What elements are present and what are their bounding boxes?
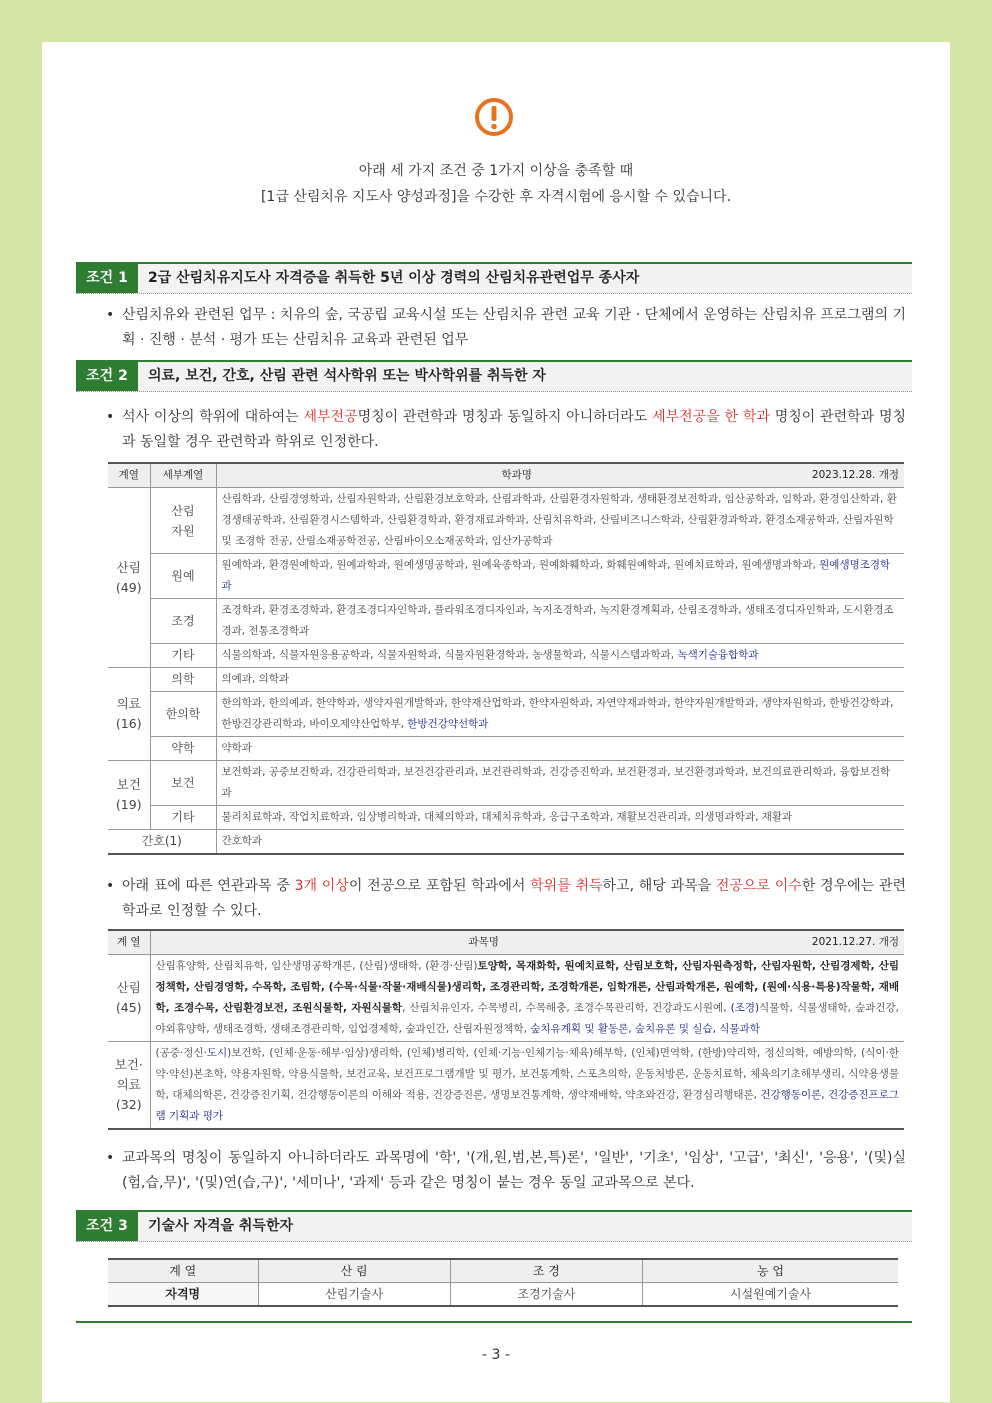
group-label: 산림 <box>116 980 141 995</box>
subgroup-health-etc: 기타 <box>150 806 216 830</box>
text-run: 식물학, 식물생태학, 숲과건강, 야외휴양학, 생태조경학, 생태조경관리학, 임업경제학, 숲과인간, 산림자원정책학, <box>155 1002 899 1035</box>
highlight-text: 3개 이상 <box>294 878 349 894</box>
highlight-text: 전공으로 이수 <box>715 878 802 894</box>
subgroup-forest-etc: 기타 <box>150 644 216 668</box>
text-run: 하고, 해당 과목을 <box>602 878 716 894</box>
condition-2-bullet-3-text: 교과목의 명칭이 동일하지 아니하더라도 과목명에 '학', '(개,원,범,본,특)론', '일반', '기초', '임상', '고급', '최신', '응용', '(및)실(험,습,무)', '(및)연(습,구)', '세미나', '과제' 등과 같은 명칭이 붙는 경우 동일 교과목으로 본다. <box>122 1150 906 1191</box>
col-header-subject-label: 과목명 <box>468 936 499 948</box>
group-count: (45) <box>115 1000 142 1015</box>
group-count: (19) <box>115 797 142 812</box>
highlight-text: 학위를 취득 <box>530 878 603 894</box>
departments-forest-etc <box>216 644 904 668</box>
departments-forest-resources: 산림학과, 산림경영학과, 산림자원학과, 산림환경보호학과, 산림과학과, 산림환경자원학과, 생태환경보전학과, 임산공학과, 임학과, 환경임산학과, 환경생태공학과, 산림환경시스템학과, 산림환경학과, 환경재료과학과, 산림치유학과, 산림비즈니스학과, 산림환경과학과, 환경소재공학과, 산림자원학 및 조경학 전공, 산림소재공학전공, 산림바이오소재공학과, 임산가공학과 <box>216 488 904 554</box>
text-run: )보건학, (인체·운동·해부·임상)생리학, (인체)병리학, (인체·기능·인체기능·체육)해부학, (인체)면역학, (한방)약리학, 정신의학, 예방의학, (식이·한약·약선)본초학, 약용자원학, 약용식물학, 보건교육, 보건프로그램개발 및 평가, 보건통계학, 스포츠의학, 운동처방론, 운동치료학, 체육의기초해부생리, 식약용생물학, 대체의학론, 건강증진기획, 건강행동이론의 이해와 적용, 건강증진론, 생명보건통계학, 생약재배학, 약초와건강, 환경심리행태론, <box>155 1047 899 1101</box>
condition-3-header <box>76 1210 912 1242</box>
departments-pharmacy: 약학과 <box>216 737 904 761</box>
col-header-department <box>216 463 904 488</box>
subgroup-horticulture: 원예 <box>150 554 216 599</box>
condition-1-title: 2급 산림치유지도사 자격증을 취득한 5년 이상 경력의 산림치유관련업무 종사자 <box>148 270 640 286</box>
departments-medicine: 의예과, 의학과 <box>216 668 904 692</box>
group-forest <box>108 488 150 668</box>
new-subject: (조경) <box>730 1002 760 1014</box>
group-label: 보건 <box>116 777 141 792</box>
departments-horticulture <box>216 554 904 599</box>
intro-line-1: 아래 세 가지 조건 중 1가지 이상을 충족할 때 <box>358 163 634 179</box>
col-header-subgroup: 세부계열 <box>150 463 216 488</box>
col-header-landscape: 조 경 <box>450 1259 642 1283</box>
engineer-qualification-table <box>108 1258 898 1307</box>
departments-landscape: 조경학과, 환경조경학과, 환경조경디자인학과, 플라워조경디자인과, 녹지조경학과, 녹지환경계획과, 산림조경학과, 생태조경디자인학과, 도시환경조경과, 전통조경학과 <box>216 599 904 644</box>
departments-nursing: 간호학과 <box>216 830 904 855</box>
condition-2-title: 의료, 보건, 간호, 산림 관련 석사학위 또는 박사학위를 취득한 자 <box>148 368 546 384</box>
page-number: - 3 - <box>482 1347 510 1363</box>
text-run: 한의학과, 한의예과, 한약학과, 생약자원개발학과, 한약재산업학과, 한약자원학과, 자연약재과학과, 한약자원개발학과, 생약자원학과, 한방건강학과, 한방건강관리학과, 바이오제약산업학부, <box>221 697 894 730</box>
condition-1-header <box>76 262 912 294</box>
text-run: 한 경우에는 관련학과로 인정할 수 있다. <box>122 878 907 919</box>
group-count: (49) <box>115 579 142 595</box>
exclamation-circle-icon <box>474 97 514 137</box>
text-run: 석사 이상의 학위에 대하여는 <box>122 409 304 425</box>
revision-date: 2023.12.28. 개정 <box>811 469 899 481</box>
new-department: 녹색기술융합학과 <box>677 649 759 661</box>
group-medical <box>108 668 150 761</box>
group-count: (16) <box>115 716 142 731</box>
departments-health-etc: 물리치료학과, 작업치료학과, 임상병리학과, 대체의학과, 대체치유학과, 응급구조학과, 재활보건관리과, 의생명과학과, 재활과 <box>216 806 904 830</box>
departments-health: 보건학과, 공중보건학과, 건강관리학과, 보건건강관리과, 보건관리학과, 건강증진학과, 보건환경과, 보건환경과학과, 보건의료관리학과, 융합보건학과 <box>216 761 904 806</box>
subjects-health-medical <box>150 1042 904 1130</box>
condition-2-bullet-3: • 교과목의 명칭이 동일하지 아니하더라도 과목명에 '학', '(개,원,범,본,특)론', '일반', '기초', '임상', '고급', '최신', '응용', '(및)실(험,습,무)', '(및)연(습,구)', '세미나', '과제' 등과 같은 명칭이 붙는 경우 동일 교과목으로 본다. <box>106 1146 906 1196</box>
footer-divider <box>76 1321 912 1323</box>
group-label: 의료 <box>116 696 141 711</box>
text-run: , 산림치유인자, 수목병리, 수목해충, 조경수목관리학, 건강과도시원예, <box>402 1002 731 1014</box>
new-subject: 도시 <box>206 1047 228 1059</box>
col-header-agriculture: 농 업 <box>643 1259 899 1283</box>
col-header-group: 계 열 <box>108 1259 258 1283</box>
condition-2-header <box>76 360 912 392</box>
subgroup-forest-resources: 산림 자원 <box>150 488 216 554</box>
text-run: (공중·정신· <box>155 1047 207 1059</box>
group-label: 보건· 의료 <box>114 1057 143 1092</box>
col-header-group: 계열 <box>108 463 150 488</box>
subgroup-pharmacy: 약학 <box>150 737 216 761</box>
document-page <box>42 42 950 1402</box>
highlight-text: 세부전공을 한 학과 <box>652 409 770 425</box>
subgroup-landscape: 조경 <box>150 599 216 644</box>
condition-2-tag: 조건 2 <box>76 362 138 391</box>
text-run: 식물의학과, 식물자원응용공학과, 식물자원학과, 식물자원환경학과, 농생물학과, 식물시스템과학과, <box>221 649 678 661</box>
related-subjects-table <box>108 929 904 1130</box>
text-run: 명칭이 관련학과 명칭과 동일할 경우 관련학과 학위로 인정한다. <box>122 409 907 450</box>
col-header-department-label: 학과명 <box>501 469 532 481</box>
new-subject: 건강행동이론, 건강증진프로그램 기획과 평가 <box>155 1089 899 1122</box>
text-run: 산림휴양학, 산림치유학, 임산생명공학개론, (산림)생태학, (환경·산림) <box>155 960 478 972</box>
group-forest <box>108 955 150 1042</box>
departments-oriental-medicine <box>216 692 904 737</box>
condition-1-bullet-text: 산림치유와 관련된 업무 : 치유의 숲, 국공립 교육시설 또는 산림치유 관련 교육 기관 · 단체에서 운영하는 산림치유 프로그램의 기획 · 진행 · 분석 · 평가 또는 산림치유 교육과 관련된 업무 <box>122 307 906 348</box>
revision-date: 2021.12.27. 개정 <box>811 936 899 948</box>
condition-1-bullet: • 산림치유와 관련된 업무 : 치유의 숲, 국공립 교육시설 또는 산림치유 관련 교육 기관 · 단체에서 운영하는 산림치유 프로그램의 기획 · 진행 · 분석 · 평가 또는 산림치유 교육과 관련된 업무 <box>106 303 906 353</box>
text-run: 명칭이 관련학과 명칭과 동일하지 아니하더라도 <box>357 409 653 425</box>
col-header-group: 계 열 <box>108 930 150 955</box>
subgroup-health: 보건 <box>150 761 216 806</box>
bold-subjects: 토양학, 목재화학, 원예치료학, 산림보호학, 산림자원측정학, 산림자원학, 산림경제학, 산림정책학, 산림경영학, 수목학, 조림학, (수목·식물·작물·재배식물)생리학, 조경관리학, 조경학개론, 임학개론, 산림과학개론, 원예학, (원예·식용·특용)작물학, 재배학, 조경수목, 산림환경보전, 조원식물학, 자원식물학 <box>155 960 899 1014</box>
new-department: 한방건강약선학과 <box>407 718 489 730</box>
condition-2-bullet-2: • 아래 표에 따른 연관과목 중 3개 이상이 전공으로 포함된 학과에서 학위를 취득하고, 해당 과목을 전공으로 이수한 경우에는 관련학과로 인정할 수 있다. <box>106 878 907 919</box>
text-run: 원예학과, 환경원예학과, 원예과학과, 원예생명공학과, 원예육종학과, 원예화훼학과, 화훼원예학과, 원예치료학과, 원예생명과학과, <box>221 559 820 571</box>
condition-2-bullet-1: • 석사 이상의 학위에 대하여는 세부전공명칭이 관련학과 명칭과 동일하지 아니하더라도 세부전공을 한 학과 명칭이 관련학과 명칭과 동일할 경우 관련학과 학위로 인정한다. <box>106 409 907 450</box>
group-count: (32) <box>115 1097 142 1112</box>
qualification-agriculture: 시설원예기술사 <box>643 1283 899 1307</box>
subgroup-medicine: 의학 <box>150 668 216 692</box>
subjects-forest <box>150 955 904 1042</box>
group-nursing: 간호(1) <box>108 830 216 855</box>
condition-3-title: 기술사 자격을 취득한자 <box>148 1218 293 1234</box>
condition-1-tag: 조건 1 <box>76 264 138 293</box>
highlight-text: 세부전공 <box>303 409 358 425</box>
col-header-forest: 산 림 <box>258 1259 450 1283</box>
related-departments-table <box>108 462 904 855</box>
condition-3-tag: 조건 3 <box>76 1212 138 1241</box>
group-label: 산림 <box>116 559 141 575</box>
qualification-landscape: 조경기술사 <box>450 1283 642 1307</box>
text-run: 아래 표에 따른 연관과목 중 <box>122 878 295 894</box>
new-subject: 숲치유계획 및 활동론, 숲치유론 및 실습, 식물과학 <box>530 1023 760 1035</box>
group-health-medical <box>108 1042 150 1130</box>
group-health <box>108 761 150 830</box>
new-department: 원예생명조경학과 <box>221 559 891 592</box>
col-header-subject <box>150 930 904 955</box>
intro-line-2: [1급 산림치유 지도사 양성과정]을 수강한 후 자격시험에 응시할 수 있습니다. <box>260 189 732 205</box>
subgroup-oriental-medicine: 한의학 <box>150 692 216 737</box>
text-run: 이 전공으로 포함된 학과에서 <box>348 878 531 894</box>
qualification-forest: 산림기술사 <box>258 1283 450 1307</box>
row-label-qualification: 자격명 <box>108 1283 258 1307</box>
